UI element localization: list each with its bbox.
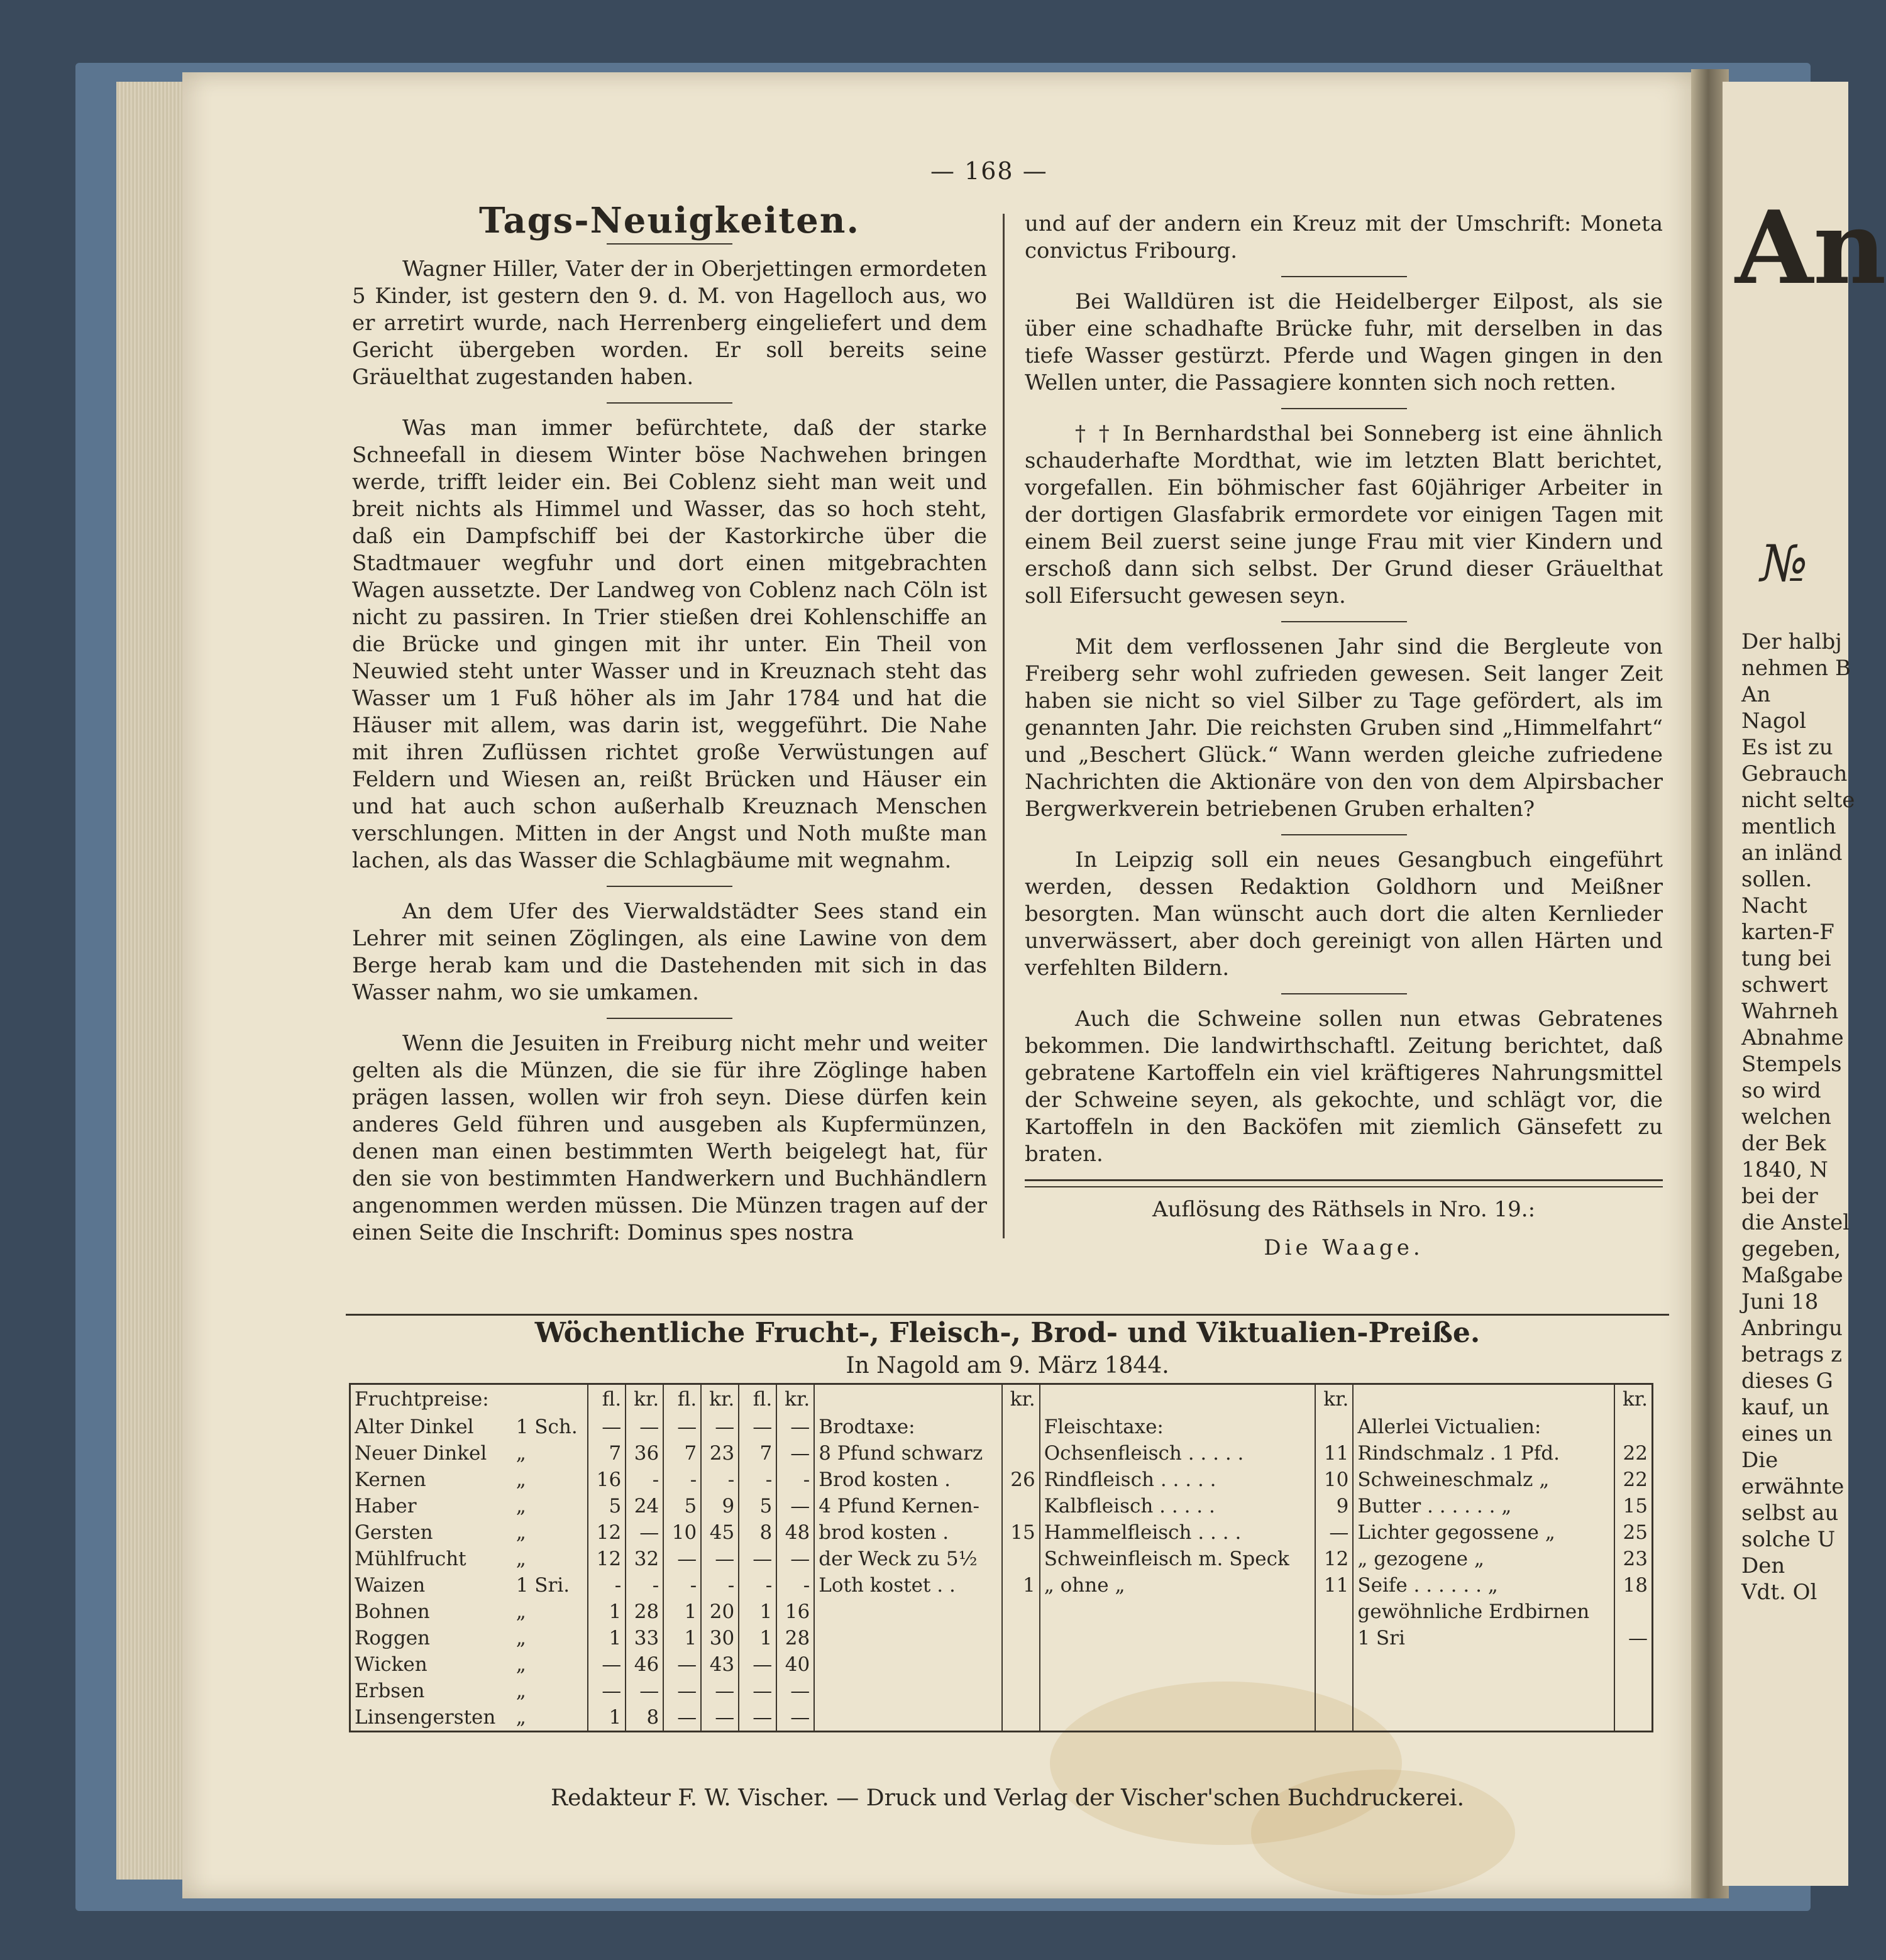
- bread-price: 1: [1002, 1572, 1040, 1599]
- price-value: 5: [739, 1493, 776, 1519]
- left-column: [352, 201, 987, 1258]
- table-row: [350, 1625, 1653, 1651]
- table-top-rule: [346, 1314, 1669, 1316]
- price-value: 1: [739, 1599, 776, 1625]
- bread-label-cell: [814, 1384, 1002, 1414]
- bread-label: der Weck zu 5½: [814, 1546, 1002, 1572]
- price-value: -: [663, 1467, 701, 1493]
- price-value: —: [588, 1678, 626, 1704]
- price-value: —: [663, 1678, 701, 1704]
- price-value: —: [663, 1704, 701, 1732]
- right-page-masthead: An: [1735, 189, 1886, 307]
- meat-price: [1315, 1599, 1353, 1625]
- right-page-line: An: [1741, 682, 1771, 707]
- bread-label: Brodtaxe:: [814, 1414, 1002, 1440]
- price-value: —: [626, 1414, 663, 1440]
- price-value: 16: [588, 1467, 626, 1493]
- meat-price: 11: [1315, 1572, 1353, 1599]
- right-page-line: erwähnte: [1741, 1474, 1845, 1499]
- news-paragraph: und auf der andern ein Kreuz mit der Umschrift: Moneta convictus Fribourg.: [1025, 211, 1663, 263]
- right-page-line: der Bek: [1741, 1131, 1826, 1156]
- fruit-unit: „: [516, 1495, 526, 1517]
- right-page-line: die Anstel: [1741, 1210, 1850, 1235]
- victual-price: 23: [1614, 1546, 1653, 1572]
- table-row: [350, 1440, 1653, 1467]
- price-value: -: [776, 1467, 814, 1493]
- unit-header: kr.: [626, 1384, 663, 1414]
- unit-header: kr.: [776, 1384, 814, 1414]
- meat-label: Rindfleisch . . . . .: [1040, 1467, 1316, 1493]
- article-separator: [607, 886, 732, 887]
- victual-price: 22: [1614, 1440, 1653, 1467]
- right-page-line: Es ist zu: [1741, 735, 1833, 760]
- bread-price: [1002, 1414, 1040, 1440]
- bread-label: Loth kostet . .: [814, 1572, 1002, 1599]
- price-value: 1: [588, 1625, 626, 1651]
- table-row: [350, 1384, 1653, 1414]
- news-paragraph: In Leipzig soll ein neues Gesangbuch eingeführt werden, dessen Redaktion Goldhorn und Meißner besorgten. Man wünscht auch dort die alten Kernlieder unverwässert, aber doch gereinigt von allen Härten und verfehlten Bildern.: [1025, 847, 1663, 981]
- price-value: 7: [588, 1440, 626, 1467]
- fruit-name: Haber: [355, 1495, 417, 1517]
- right-page-line: kauf, un: [1741, 1395, 1829, 1420]
- price-value: -: [588, 1572, 626, 1599]
- price-value: —: [663, 1651, 701, 1678]
- bread-label: Brod kosten .: [814, 1467, 1002, 1493]
- fruit-name: Erbsen: [355, 1680, 425, 1702]
- article-separator: [1281, 621, 1407, 622]
- price-value: 28: [626, 1599, 663, 1625]
- price-value: 20: [701, 1599, 739, 1625]
- victual-label: Lichter gegossene „: [1353, 1519, 1614, 1546]
- victual-label: gewöhnliche Erdbirnen: [1353, 1599, 1614, 1625]
- victual-label: Allerlei Victualien:: [1353, 1414, 1614, 1440]
- meat-label: Fleischtaxe:: [1040, 1414, 1316, 1440]
- price-value: 43: [701, 1651, 739, 1678]
- right-page-line: mentlich: [1741, 814, 1836, 839]
- news-paragraph: † † In Bernhardsthal bei Sonneberg ist eine ähnlich schauderhafte Mordthat, wie im letzten Blatt berichtet, vorgefallen. Ein böhmischer fast 60jähriger Arbeiter in der dortigen Glasfabrik ermordete vor einigen Tagen mit einem Beil zuerst seine junge Frau mit vier Kindern und erschoß dann sich selbst. Der Grund dieser Gräuelthat soll Eifersucht gewesen seyn.: [1025, 421, 1663, 608]
- price-value: —: [739, 1678, 776, 1704]
- right-page-line: Nagol: [1741, 708, 1807, 734]
- price-value: -: [739, 1572, 776, 1599]
- bread-price: [1002, 1625, 1040, 1651]
- price-value: 7: [739, 1440, 776, 1467]
- price-value: —: [663, 1414, 701, 1440]
- victual-price: [1614, 1704, 1653, 1732]
- fruit-unit: „: [516, 1706, 526, 1729]
- bread-label: [814, 1651, 1002, 1678]
- right-page-line: so wird: [1741, 1078, 1821, 1103]
- victual-label: [1353, 1678, 1614, 1704]
- news-paragraph: Wenn die Jesuiten in Freiburg nicht mehr und weiter gelten als die Münzen, die sie für ihre Zöglinge haben prägen lassen, wollen wir froh seyn. Diese dürfen kein anderes Geld führen und ausgeben als Kupfermünzen, denen man einen bestimmten Werth beigelegt hat, für den sie von bestimmten Handwerkern und Buchhändlern angenommen werden müssen. Die Münzen tragen auf der einen Seite die Inschrift: Dominus spes nostra: [352, 1031, 987, 1245]
- right-page-line: Den: [1741, 1553, 1785, 1578]
- right-page-text: [1741, 629, 1855, 1605]
- meat-label: Hammelfleisch . . . .: [1040, 1519, 1316, 1546]
- price-value: —: [626, 1519, 663, 1546]
- right-page-line: Vdt. Ol: [1741, 1580, 1817, 1605]
- fruit-name: Kernen: [355, 1468, 426, 1491]
- table-row: [350, 1519, 1653, 1546]
- unit-header: fl.: [588, 1384, 626, 1414]
- price-value: -: [626, 1572, 663, 1599]
- bread-label: [814, 1704, 1002, 1732]
- price-value: —: [739, 1546, 776, 1572]
- bread-price: [1002, 1546, 1040, 1572]
- price-value: —: [701, 1546, 739, 1572]
- right-page-line: tung bei: [1741, 946, 1831, 971]
- price-value: —: [663, 1546, 701, 1572]
- fruit-name: Linsengersten: [355, 1706, 496, 1729]
- price-value: —: [588, 1414, 626, 1440]
- price-value: 5: [663, 1493, 701, 1519]
- bread-price: [1002, 1493, 1040, 1519]
- price-value: -: [739, 1467, 776, 1493]
- printer-footer: Redakteur F. W. Vischer. — Druck und Verlag der Vischer'schen Buchdruckerei.: [550, 1785, 1465, 1811]
- fruit-name: Wicken: [355, 1653, 427, 1676]
- fruit-unit: „: [516, 1442, 526, 1465]
- price-value: 8: [739, 1519, 776, 1546]
- fruit-name: Neuer Dinkel: [355, 1442, 487, 1465]
- right-page-line: Abnahme: [1741, 1025, 1844, 1050]
- meat-price: 12: [1315, 1546, 1353, 1572]
- right-page-line: Wahrneh: [1741, 999, 1839, 1024]
- table-row: [350, 1678, 1653, 1704]
- price-value: —: [739, 1414, 776, 1440]
- victual-label: Schweineschmalz „: [1353, 1467, 1614, 1493]
- news-paragraph: Bei Walldüren ist die Heidelberger Eilpost, als sie über eine schadhafte Brücke fuhr, mit derselben in das tiefe Wasser gestürzt. Pferde und Wagen gingen in den Wellen unter, die Passagiere konnten sich noch retten.: [1025, 289, 1663, 395]
- page-number: — 168 —: [930, 157, 1048, 185]
- price-value: -: [701, 1572, 739, 1599]
- victual-price: [1614, 1678, 1653, 1704]
- price-value: 40: [776, 1651, 814, 1678]
- right-page-line: Nacht: [1741, 893, 1807, 918]
- fruit-name: Waizen: [355, 1574, 426, 1597]
- meat-price: 10: [1315, 1467, 1353, 1493]
- price-value: 45: [701, 1519, 739, 1546]
- right-page-line: Die: [1741, 1448, 1778, 1473]
- fruit-unit: „: [516, 1600, 526, 1623]
- price-value: -: [776, 1572, 814, 1599]
- price-value: 1: [739, 1625, 776, 1651]
- price-value: -: [663, 1572, 701, 1599]
- victual-price: [1614, 1599, 1653, 1625]
- price-table-title: Wöchentliche Frucht-, Fleisch-, Brod- und Viktualien-Preiße.: [534, 1317, 1481, 1349]
- fruit-unit: „: [516, 1653, 526, 1676]
- table-row: [350, 1546, 1653, 1572]
- meat-price: [1315, 1414, 1353, 1440]
- fruit-name: Alter Dinkel: [355, 1416, 474, 1438]
- fruit-name: Bohnen: [355, 1600, 430, 1623]
- article-separator: [1281, 993, 1407, 994]
- right-page-line: dieses G: [1741, 1368, 1833, 1394]
- meat-label: [1040, 1625, 1316, 1651]
- price-value: 30: [701, 1625, 739, 1651]
- price-value: —: [776, 1440, 814, 1467]
- victual-label: Rindschmalz . 1 Pfd.: [1353, 1440, 1614, 1467]
- victual-label: Seife . . . . . . „: [1353, 1572, 1614, 1599]
- bread-label: [814, 1678, 1002, 1704]
- price-value: —: [701, 1704, 739, 1732]
- price-value: —: [739, 1704, 776, 1732]
- kr-header: kr.: [1614, 1384, 1653, 1414]
- price-value: 28: [776, 1625, 814, 1651]
- price-value: 33: [626, 1625, 663, 1651]
- right-page-line: Gebrauch: [1741, 761, 1848, 786]
- price-value: 5: [588, 1493, 626, 1519]
- price-value: —: [701, 1414, 739, 1440]
- table-row: [350, 1572, 1653, 1599]
- article-separator: [1281, 408, 1407, 409]
- page-edges: [116, 82, 185, 1880]
- price-value: —: [776, 1704, 814, 1732]
- section-heading: Tags-Neuigkeiten.: [479, 200, 860, 241]
- table-row: [350, 1467, 1653, 1493]
- price-value: 1: [663, 1625, 701, 1651]
- fruit-unit: „: [516, 1548, 526, 1570]
- fruit-unit: 1 Sri.: [516, 1574, 570, 1597]
- table-row: [350, 1493, 1653, 1519]
- victual-label: 1 Sri: [1353, 1625, 1614, 1651]
- right-page-line: nehmen B: [1741, 656, 1851, 681]
- meat-price: [1315, 1651, 1353, 1678]
- victual-price: 15: [1614, 1493, 1653, 1519]
- right-page-line: Stempels: [1741, 1052, 1842, 1077]
- bread-label: [814, 1625, 1002, 1651]
- victual-price: [1614, 1414, 1653, 1440]
- price-value: —: [776, 1493, 814, 1519]
- victual-price: 18: [1614, 1572, 1653, 1599]
- price-value: -: [626, 1467, 663, 1493]
- double-rule: [1025, 1179, 1663, 1187]
- meat-label: Schweinfleisch m. Speck: [1040, 1546, 1316, 1572]
- right-page-number-sign: №: [1760, 534, 1808, 593]
- kr-header: kr.: [1315, 1384, 1353, 1414]
- bread-label: 4 Pfund Kernen-: [814, 1493, 1002, 1519]
- meat-price: 11: [1315, 1440, 1353, 1467]
- right-page-line: betrags z: [1741, 1342, 1843, 1367]
- victual-price: —: [1614, 1625, 1653, 1651]
- meat-label: „ ohne „: [1040, 1572, 1316, 1599]
- price-value: —: [776, 1414, 814, 1440]
- victual-label: [1353, 1704, 1614, 1732]
- meat-label: Kalbfleisch . . . . .: [1040, 1493, 1316, 1519]
- meat-price: [1315, 1704, 1353, 1732]
- price-value: —: [776, 1546, 814, 1572]
- bread-price: [1002, 1704, 1040, 1732]
- news-paragraph: Was man immer befürchtete, daß der starke Schneefall in diesem Winter böse Nachwehen bringen werde, trifft leider ein. Bei Coblenz sieht man weit und breit nichts als Himmel und Wasser, das so hoch steht, daß ein Dampfschiff bei der Kastorkirche über die Stadtmauer wegfuhr und dort einen mitgebrachten Wagen aussetzte. Der Landweg von Coblenz nach Cöln ist nicht zu passiren. In Trier stießen drei Kohlenschiffe an die Brücke und gingen mit ihr unter. Ein Theil von Neuwied steht unter Wasser und in Kreuznach steht das Wasser um 1 Fuß höher als im Jahr 1784 und hat die Häuser mit allem, was darin ist, weggeführt. Die Nahe mit ihren Zuflüssen richtet große Verwüstungen auf Feldern und Wiesen an, reißt Brücken und Häuser ein und hat auch schon außerhalb Kreuznach Menschen verschlungen. Mitten in der Angst und Noth mußte man lachen, als das Wasser die Schlagbäume mit wegnahm.: [352, 416, 987, 873]
- right-page-line: nicht selte: [1741, 788, 1855, 813]
- victual-label: Butter . . . . . . „: [1353, 1493, 1614, 1519]
- price-table: [349, 1383, 1653, 1732]
- fruit-name: Mühlfrucht: [355, 1548, 466, 1570]
- bread-price: 15: [1002, 1519, 1040, 1546]
- victual-label: „ gezogene „: [1353, 1546, 1614, 1572]
- article-separator: [607, 402, 732, 404]
- fruit-unit: „: [516, 1680, 526, 1702]
- meat-price: [1315, 1678, 1353, 1704]
- unit-header: fl.: [739, 1384, 776, 1414]
- price-value: 8: [626, 1704, 663, 1732]
- right-page-line: 1840, N: [1741, 1157, 1828, 1182]
- bread-label: [814, 1599, 1002, 1625]
- price-value: —: [626, 1678, 663, 1704]
- bread-price: [1002, 1599, 1040, 1625]
- right-column: [1025, 211, 1663, 1273]
- price-value: 24: [626, 1493, 663, 1519]
- fruit-unit: „: [516, 1468, 526, 1491]
- price-value: 12: [588, 1519, 626, 1546]
- meat-label: Ochsenfleisch . . . . .: [1040, 1440, 1316, 1467]
- right-page-line: gegeben,: [1741, 1236, 1841, 1262]
- price-value: 10: [663, 1519, 701, 1546]
- victual-price: 22: [1614, 1467, 1653, 1493]
- fruit-name: Gersten: [355, 1521, 433, 1544]
- riddle-answer: Die Waage.: [1264, 1235, 1424, 1260]
- fruit-header: Fruchtpreise:: [355, 1388, 489, 1411]
- price-value: —: [739, 1651, 776, 1678]
- bread-price: [1002, 1651, 1040, 1678]
- kr-header: kr.: [1002, 1384, 1040, 1414]
- price-value: 23: [701, 1440, 739, 1467]
- price-value: 48: [776, 1519, 814, 1546]
- bread-label: brod kosten .: [814, 1519, 1002, 1546]
- price-value: 1: [588, 1599, 626, 1625]
- right-page-line: an inländ: [1741, 840, 1843, 866]
- right-page-line: karten-F: [1741, 920, 1834, 945]
- price-value: 1: [663, 1599, 701, 1625]
- fruit-unit: 1 Sch.: [516, 1416, 578, 1438]
- price-value: 36: [626, 1440, 663, 1467]
- right-page-line: Juni 18: [1741, 1289, 1819, 1314]
- right-page-line: bei der: [1741, 1184, 1818, 1209]
- price-value: 16: [776, 1599, 814, 1625]
- heading-rule: [607, 243, 732, 245]
- unit-header: fl.: [663, 1384, 701, 1414]
- bread-label: 8 Pfund schwarz: [814, 1440, 1002, 1467]
- price-value: 12: [588, 1546, 626, 1572]
- meat-label: [1040, 1704, 1316, 1732]
- column-divider: [1003, 214, 1005, 1238]
- price-value: 1: [588, 1704, 626, 1732]
- price-value: —: [776, 1678, 814, 1704]
- price-value: 9: [701, 1493, 739, 1519]
- meat-price: [1315, 1625, 1353, 1651]
- victual-label: [1353, 1651, 1614, 1678]
- unit-header: kr.: [701, 1384, 739, 1414]
- article-separator: [1281, 276, 1407, 277]
- table-row: [350, 1599, 1653, 1625]
- meat-label: [1040, 1651, 1316, 1678]
- misc-label-cell: [1353, 1384, 1614, 1414]
- right-page-line: solche U: [1741, 1527, 1836, 1552]
- meat-label-cell: [1040, 1384, 1316, 1414]
- price-value: -: [701, 1467, 739, 1493]
- right-page-line: selbst au: [1741, 1500, 1839, 1526]
- news-paragraph: Mit dem verflossenen Jahr sind die Bergleute von Freiberg sehr wohl zufrieden gewesen. Seit langer Zeit haben sie nicht so viel Silber zu Tage gefördert, als im genannten Jahr. Die reichsten Gruben sind „Himmelfahrt“ und „Beschert Glück.“ Wann werden gleiche zufriedene Nachrichten die Aktionäre von den von dem Alpirsbacher Bergwerkverein betriebenen Gruben erhalten?: [1025, 634, 1663, 822]
- meat-price: —: [1315, 1519, 1353, 1546]
- right-page-line: welchen: [1741, 1104, 1832, 1130]
- right-page-line: eines un: [1741, 1421, 1833, 1446]
- table-row: [350, 1704, 1653, 1732]
- bread-price: [1002, 1678, 1040, 1704]
- meat-label: [1040, 1599, 1316, 1625]
- right-page-line: Maßgabe: [1741, 1263, 1843, 1288]
- victual-price: 25: [1614, 1519, 1653, 1546]
- fruit-unit: „: [516, 1627, 526, 1649]
- right-page-line: Anbringu: [1741, 1316, 1843, 1341]
- unit-cell: [512, 1384, 588, 1414]
- fruit-unit: „: [516, 1521, 526, 1544]
- price-value: 46: [626, 1651, 663, 1678]
- victual-price: [1614, 1651, 1653, 1678]
- meat-price: 9: [1315, 1493, 1353, 1519]
- price-value: 32: [626, 1546, 663, 1572]
- bread-price: [1002, 1440, 1040, 1467]
- article-separator: [607, 1018, 732, 1019]
- price-value: 7: [663, 1440, 701, 1467]
- meat-label: [1040, 1678, 1316, 1704]
- right-page-line: Der halbj: [1741, 629, 1842, 654]
- price-value: —: [701, 1678, 739, 1704]
- news-paragraph: Wagner Hiller, Vater der in Oberjettingen ermordeten 5 Kinder, ist gestern den 9. d. M. von Hagelloch aus, wo er arretirt wurde, nach Herrenberg eingeliefert und dem Gericht übergeben worden. Er soll bereits seine Gräuelthat zugestanden haben.: [352, 256, 987, 390]
- news-paragraph: Auch die Schweine sollen nun etwas Gebratenes bekommen. Die landwirthschaftl. Zeitung berichtet, daß gebratene Kartoffeln ein viel kräftigeres Nahrungsmittel der Schweine seyen, als gekochte, und schlägt vor, die Kartoffeln in den Backöfen mit ziemlich Gänsefett zu braten.: [1025, 1006, 1663, 1167]
- table-row: [350, 1651, 1653, 1678]
- fruit-name: Roggen: [355, 1627, 431, 1649]
- riddle-solution-line: Auflösung des Räthsels in Nro. 19.:: [1152, 1197, 1536, 1222]
- right-page-line: schwert: [1741, 972, 1828, 998]
- price-table-subtitle: In Nagold am 9. März 1844.: [846, 1353, 1169, 1379]
- article-separator: [1281, 834, 1407, 835]
- price-value: —: [588, 1651, 626, 1678]
- bread-price: 26: [1002, 1467, 1040, 1493]
- news-paragraph: An dem Ufer des Vierwaldstädter Sees stand ein Lehrer mit seinen Zöglingen, als eine Lawine von dem Berge herab kam und die Dastehenden mit sich in das Wasser nahm, wo sie umkamen.: [352, 899, 987, 1005]
- table-row: [350, 1414, 1653, 1440]
- right-page-line: sollen.: [1741, 867, 1812, 892]
